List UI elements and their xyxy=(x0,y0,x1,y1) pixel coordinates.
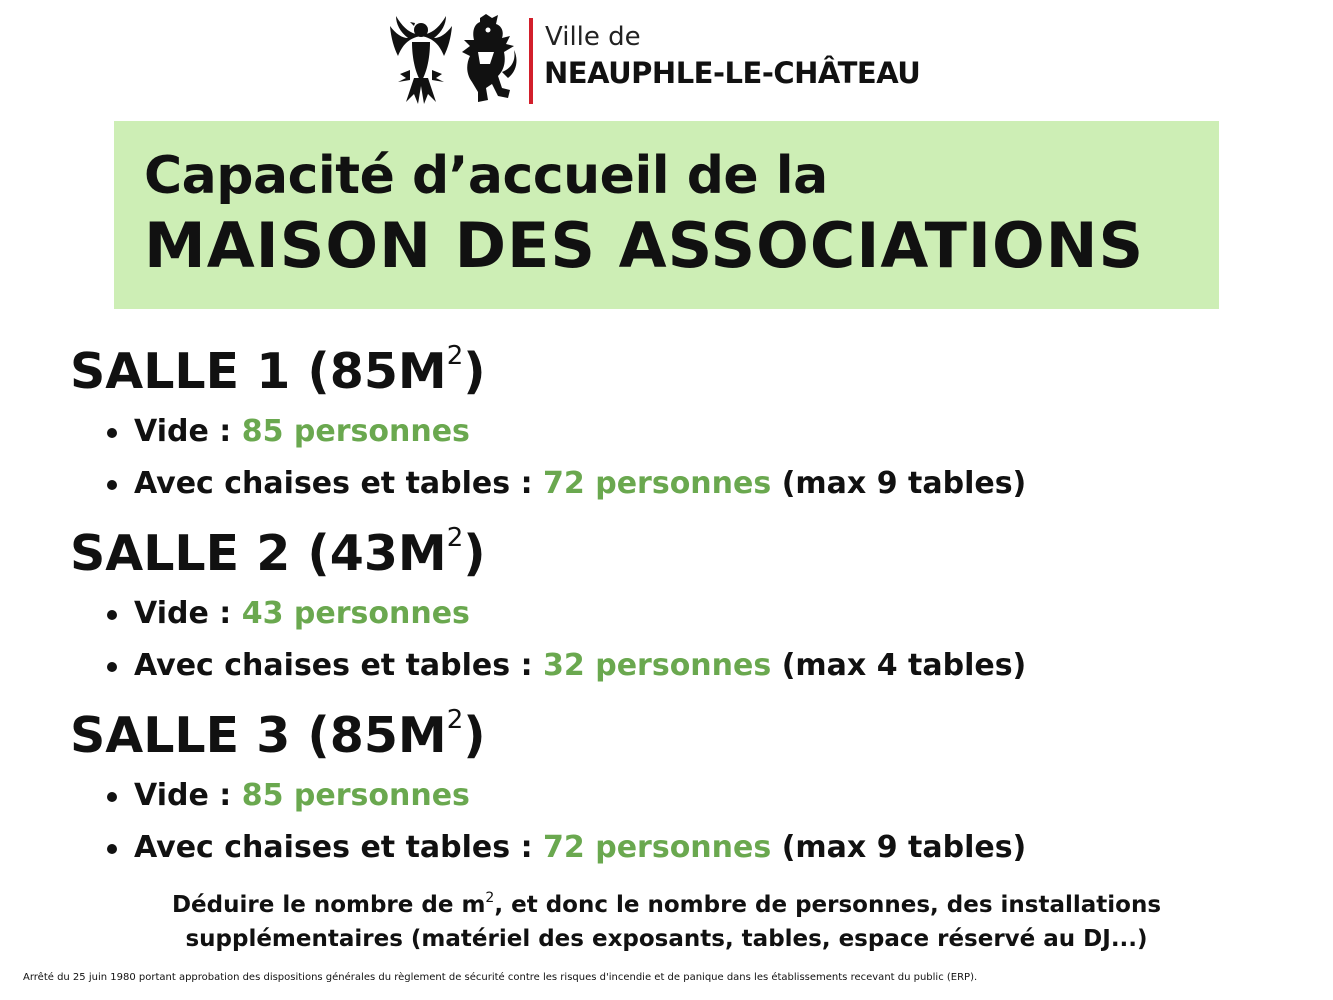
exponent: 2 xyxy=(446,341,464,371)
list-item: Avec chaises et tables : 72 personnes (max 9 tables) xyxy=(70,458,1270,510)
salle-section-1 xyxy=(70,342,1270,510)
salle-section-2 xyxy=(70,524,1270,692)
salle-title: SALLE 1 $(85M^2)$ xyxy=(70,341,486,400)
list-item: Vide : 85 personnes xyxy=(70,770,1270,822)
legal-reference: Arrêté du 25 juin 1980 portant approbation des dispositions générales du règlement de sécurité contre les risques d'incendie et de panique dans les établissements recevant du public (ERP). xyxy=(23,972,978,983)
eagle-crest-icon xyxy=(388,12,454,108)
lion-crest-icon xyxy=(458,12,520,108)
capacity-value: 32 personnes xyxy=(543,648,772,683)
capacity-value: 72 personnes xyxy=(543,830,772,865)
deduction-note xyxy=(0,888,1333,956)
exponent: 2 xyxy=(485,890,495,906)
capacity-value: 43 personnes xyxy=(241,596,470,631)
town-name: NEAUPHLE-LE-CHÂTEAU xyxy=(544,56,921,90)
exponent: 2 xyxy=(446,523,464,553)
list-item: Avec chaises et tables : 72 personnes (max 9 tables) xyxy=(70,822,1270,874)
list-item: Vide : 43 personnes xyxy=(70,588,1270,640)
capacity-value: 85 personnes xyxy=(241,414,470,449)
header-divider xyxy=(529,18,533,104)
title-banner xyxy=(114,121,1219,309)
salle-title: SALLE 2 $(43M^2)$ xyxy=(70,523,486,582)
tables-note: (max 4 tables) xyxy=(781,648,1027,683)
exponent: 2 xyxy=(446,705,464,735)
header xyxy=(388,12,968,108)
salle-section-3 xyxy=(70,706,1270,874)
capacity-value: 72 personnes xyxy=(543,466,772,501)
deduction-note-line-1: Déduire le nombre de $m^2$, et donc le nombre de personnes, des installations xyxy=(171,890,1162,918)
list-item: Avec chaises et tables : 32 personnes (max 4 tables) xyxy=(70,640,1270,692)
capacity-value: 85 personnes xyxy=(241,778,470,813)
tables-note: (max 9 tables) xyxy=(781,830,1027,865)
banner-line-1: Capacité d’accueil de la xyxy=(144,146,828,206)
tables-note: (max 9 tables) xyxy=(781,466,1027,501)
list-item: Vide : 85 personnes xyxy=(70,406,1270,458)
ville-de-label: Ville de xyxy=(545,22,641,52)
salle-title: SALLE 3 $(85M^2)$ xyxy=(70,705,486,764)
banner-line-2: MAISON DES ASSOCIATIONS xyxy=(144,209,1145,282)
deduction-note-line-2: supplémentaires (matériel des exposants, tables, espace réservé au DJ...) xyxy=(185,926,1148,952)
